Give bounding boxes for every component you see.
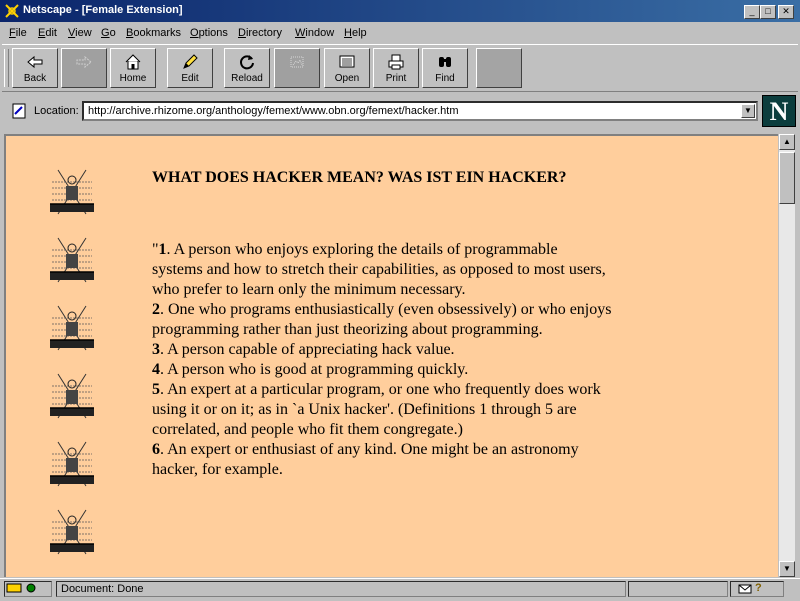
home-button[interactable] bbox=[110, 48, 156, 88]
definition-line bbox=[152, 440, 612, 480]
chevron-down-icon: ▼ bbox=[744, 106, 752, 115]
location-label: Location: bbox=[34, 105, 79, 117]
open-icon bbox=[338, 53, 356, 71]
status-icons-panel bbox=[730, 581, 784, 597]
hacker-figure-icon bbox=[44, 236, 100, 284]
definition-line bbox=[152, 340, 612, 360]
open-label: Open bbox=[334, 73, 360, 84]
home-icon bbox=[124, 53, 142, 71]
security-key-icon bbox=[5, 582, 45, 594]
definition-text: . An expert or enthusiast of any kind. One might be an astronomy hacker, for example. bbox=[152, 441, 579, 478]
definition-text: . A person capable of appreciating hack value. bbox=[160, 341, 455, 358]
location-input[interactable] bbox=[82, 101, 758, 121]
menu-directory[interactable]: Directory bbox=[238, 27, 283, 39]
definition-number: 5 bbox=[152, 381, 160, 398]
definition-text: . One who programs enthusiastically (even obsessively) or who enjoys programming rather than just theorizing about programming. bbox=[152, 301, 612, 338]
navigation-toolbar bbox=[2, 44, 798, 92]
definition-text: using it or on it; as in `a Unix hacker'. (Definitions 1 through 5 are bbox=[152, 401, 577, 418]
location-bar bbox=[2, 95, 760, 127]
menu-view[interactable]: View bbox=[68, 27, 92, 39]
menu-go[interactable]: Go bbox=[101, 27, 116, 39]
forward-arrow-icon bbox=[75, 53, 93, 71]
hacker-figure-icon bbox=[44, 508, 100, 556]
binoculars-icon bbox=[436, 53, 454, 71]
hacker-figure-icon bbox=[44, 372, 100, 420]
security-indicator[interactable] bbox=[4, 581, 52, 597]
minimize-button[interactable]: _ bbox=[744, 5, 760, 19]
back-label: Back bbox=[23, 73, 47, 84]
arrow-up-icon: ▲ bbox=[783, 137, 791, 146]
edit-label: Edit bbox=[181, 73, 199, 84]
forward-button[interactable] bbox=[61, 48, 107, 88]
definition-text: . A person who enjoys exploring the details of programmable systems and how to stretch their capabilities, as opposed to most users, who prefer to learn only the minimum necessary. bbox=[152, 241, 606, 298]
menu-window[interactable]: Window bbox=[295, 27, 335, 39]
progress-panel bbox=[628, 581, 728, 597]
definition-number: 4 bbox=[152, 361, 160, 378]
help-icon[interactable]: ? bbox=[755, 582, 762, 594]
images-button[interactable] bbox=[274, 48, 320, 88]
scroll-down-button[interactable] bbox=[779, 561, 795, 577]
menu-bookmarks[interactable]: Bookmarks bbox=[126, 27, 182, 39]
print-label: Print bbox=[385, 73, 407, 84]
maximize-button[interactable]: □ bbox=[760, 5, 776, 19]
close-button[interactable]: ✕ bbox=[778, 5, 794, 19]
reload-button[interactable] bbox=[224, 48, 270, 88]
document-body bbox=[152, 168, 612, 480]
printer-icon bbox=[387, 53, 405, 71]
netscape-logo[interactable]: N bbox=[762, 95, 796, 127]
open-button[interactable] bbox=[324, 48, 370, 88]
menu-file[interactable]: File bbox=[9, 27, 27, 39]
definition-text: . An expert at a particular program, or one who frequently does work bbox=[160, 381, 601, 398]
definition-line bbox=[152, 380, 612, 400]
definition-line bbox=[152, 400, 612, 420]
reload-icon bbox=[238, 53, 256, 71]
pencil-icon bbox=[181, 53, 199, 71]
status-bar bbox=[0, 578, 800, 601]
title-bar bbox=[0, 0, 800, 22]
menu-edit[interactable]: Edit bbox=[38, 27, 57, 39]
definition-line bbox=[152, 240, 612, 300]
definition-number: 3 bbox=[152, 341, 160, 358]
status-text: Document: Done bbox=[56, 581, 626, 597]
hacker-figure-icon bbox=[44, 304, 100, 352]
arrow-down-icon: ▼ bbox=[783, 564, 791, 573]
hacker-figure-icon bbox=[44, 440, 100, 488]
page-content bbox=[4, 134, 780, 577]
find-label: Find bbox=[435, 73, 455, 84]
definition-line bbox=[152, 300, 612, 340]
location-dropdown-button[interactable] bbox=[741, 104, 755, 118]
window-title: Netscape - [Female Extension] bbox=[23, 4, 183, 16]
reload-label: Reload bbox=[231, 73, 263, 84]
print-button[interactable] bbox=[373, 48, 419, 88]
definition-text: correlated, and people who fit them congregate.) bbox=[152, 421, 463, 438]
stop-button[interactable] bbox=[476, 48, 522, 88]
scroll-up-button[interactable] bbox=[779, 134, 795, 150]
home-label: Home bbox=[119, 73, 147, 84]
back-button[interactable] bbox=[12, 48, 58, 88]
definition-number: 6 bbox=[152, 441, 160, 458]
menu-help[interactable]: Help bbox=[344, 27, 367, 39]
find-button[interactable] bbox=[422, 48, 468, 88]
toolbar-grip[interactable] bbox=[4, 49, 9, 87]
definitions-list bbox=[152, 240, 612, 480]
hacker-figure-icon bbox=[44, 168, 100, 216]
definition-number: 1 bbox=[158, 241, 167, 258]
images-icon bbox=[288, 53, 306, 71]
netscape-app-icon bbox=[4, 3, 20, 19]
vertical-scrollbar[interactable] bbox=[778, 134, 795, 577]
definition-line bbox=[152, 420, 612, 440]
quote-mark: " bbox=[152, 241, 159, 258]
location-url: http://archive.rhizome.org/anthology/femext/www.obn.org/femext/hacker.htm bbox=[88, 105, 459, 117]
page-proxy-icon[interactable] bbox=[10, 102, 28, 120]
menu-options[interactable]: Options bbox=[190, 27, 228, 39]
back-arrow-icon bbox=[26, 53, 44, 71]
page-heading: WHAT DOES HACKER MEAN? WAS IST EIN HACKER? bbox=[152, 169, 567, 186]
definition-text: . A person who is good at programming quickly. bbox=[160, 361, 469, 378]
definition-number: 2 bbox=[152, 301, 160, 318]
menu-bar bbox=[0, 23, 800, 43]
definition-line bbox=[152, 360, 612, 380]
scroll-thumb[interactable] bbox=[779, 152, 795, 204]
edit-button[interactable] bbox=[167, 48, 213, 88]
